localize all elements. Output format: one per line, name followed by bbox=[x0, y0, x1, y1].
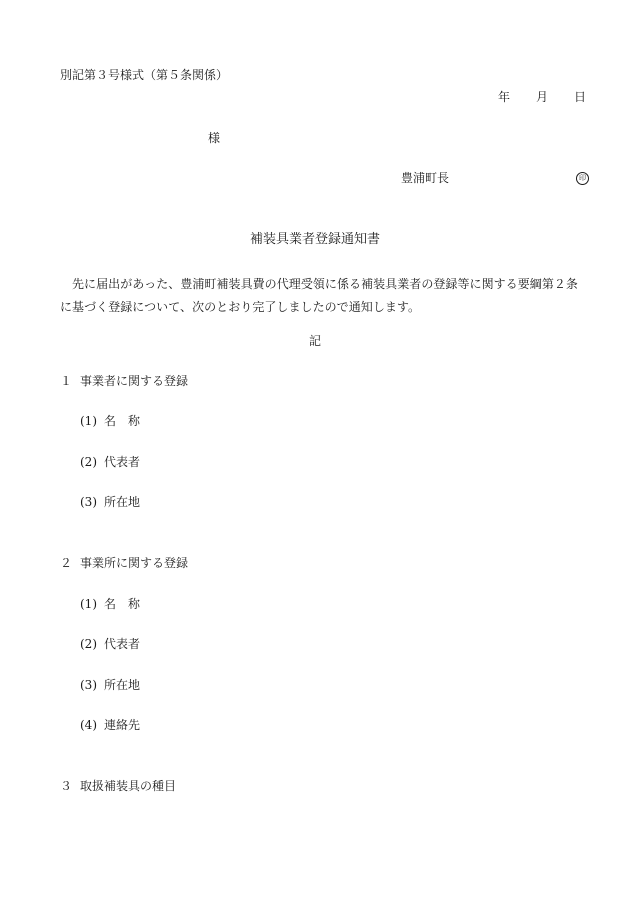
section-2-item-3 bbox=[80, 679, 140, 691]
section-1-heading bbox=[60, 375, 188, 387]
body-paragraph bbox=[60, 273, 592, 319]
date-field bbox=[498, 91, 586, 103]
section-number: ３ bbox=[60, 779, 73, 793]
date-month-label: 月 bbox=[535, 90, 548, 104]
section-title: 取扱補装具の種目 bbox=[80, 779, 177, 793]
document-title: 補装具業者登録通知書 bbox=[249, 232, 380, 247]
section-number: １ bbox=[60, 374, 73, 388]
item-number: (4) bbox=[80, 718, 97, 732]
section-2-heading bbox=[60, 557, 188, 569]
item-number: (3) bbox=[80, 678, 97, 692]
section-1-item-3 bbox=[80, 496, 140, 508]
item-number: (2) bbox=[80, 455, 97, 469]
addressee-suffix: 様 bbox=[208, 131, 221, 145]
section-number: ２ bbox=[60, 556, 73, 570]
item-label: 名 称 bbox=[104, 597, 141, 611]
section-2-item-1 bbox=[80, 598, 140, 610]
item-label: 所在地 bbox=[104, 678, 141, 692]
item-label: 所在地 bbox=[104, 495, 141, 509]
item-number: (2) bbox=[80, 637, 97, 651]
sender-name: 豊浦町長 bbox=[401, 171, 450, 185]
item-label: 連絡先 bbox=[104, 718, 141, 732]
section-title: 事業者に関する登録 bbox=[80, 374, 189, 388]
section-1-item-2 bbox=[80, 456, 140, 468]
section-1-item-1 bbox=[80, 415, 140, 427]
form-label: 別記第３号様式（第５条関係） bbox=[60, 68, 229, 82]
section-2-item-4 bbox=[80, 719, 140, 731]
item-number: (1) bbox=[80, 414, 97, 428]
body-line-1: 先に届出があった、豊浦町補装具費の代理受領に係る補装具業者の登録等に関する要綱第２条 bbox=[72, 277, 578, 291]
date-day-label: 日 bbox=[573, 90, 586, 104]
body-line-2: に基づく登録について、次のとおり完了しましたので通知します。 bbox=[60, 300, 421, 314]
item-number: (1) bbox=[80, 597, 97, 611]
ki-heading: 記 bbox=[308, 334, 321, 348]
section-3-heading bbox=[60, 780, 176, 792]
item-label: 名 称 bbox=[104, 414, 141, 428]
item-number: (3) bbox=[80, 495, 97, 509]
item-label: 代表者 bbox=[104, 455, 141, 469]
sender bbox=[401, 172, 589, 185]
item-label: 代表者 bbox=[104, 637, 141, 651]
section-title: 事業所に関する登録 bbox=[80, 556, 189, 570]
section-2-item-2 bbox=[80, 638, 140, 650]
seal-icon: 印 bbox=[576, 172, 589, 185]
date-year-label: 年 bbox=[497, 90, 510, 104]
